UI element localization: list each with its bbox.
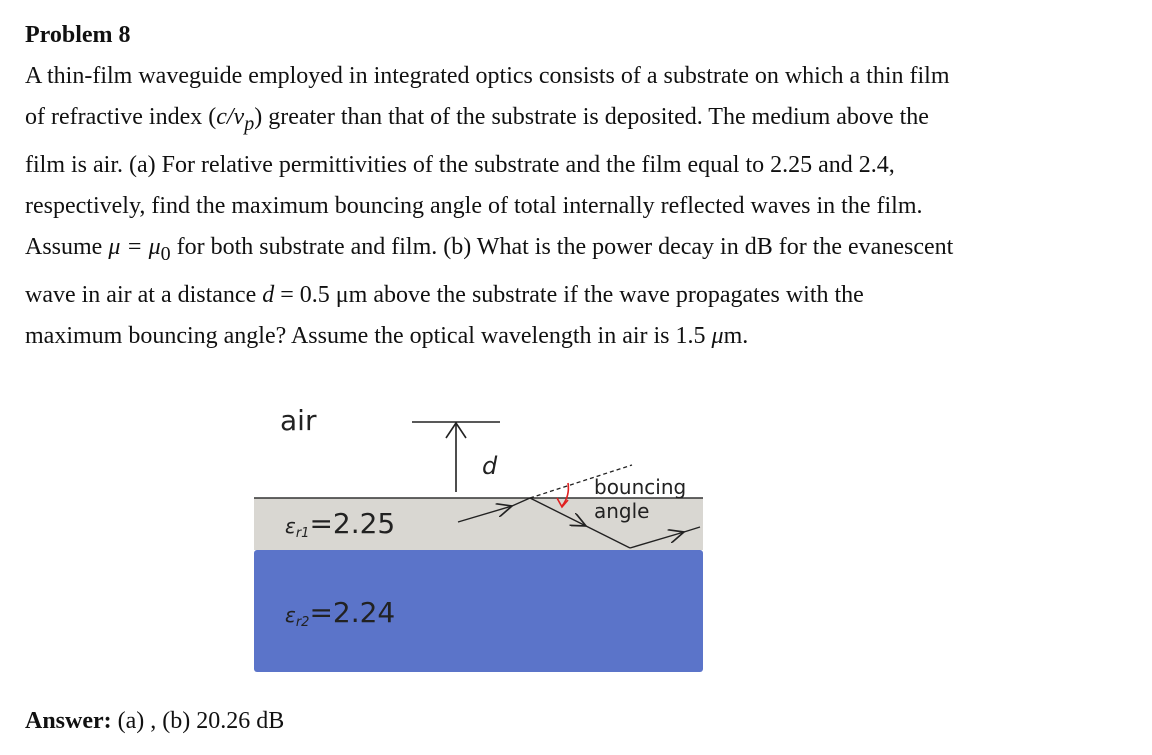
substrate-eps-sub: r2 [295,615,310,630]
problem-text-4: above the substrate if the wave propagates with the maximum bouncing angle? Assume the optical wavelength in air is 1.5 [25,281,864,349]
problem-text-2: ) greater than that of the substrate is deposited. The medium above the film is air. (a) For relative permittivities of the substrate and the film equal to 2.25 and 2.4, respectively, find the maximum bouncing angle of total internally reflected waves in the film. Assume [25,104,929,260]
d-value: = 0.5 μm [274,281,368,308]
d-label: d [482,452,498,480]
problem-text-5: m. [723,322,749,349]
ratio-expression: c/v [216,104,245,130]
air-label: air [280,404,317,437]
answer-text: (a) , (b) 20.26 dB [111,708,285,734]
mu-subscript: 0 [160,242,171,265]
micro-symbol: μ [711,322,724,349]
film-eps-sub: r1 [295,526,310,541]
mu-equation: μ = μ [108,233,161,260]
film-eps-value: =2.25 [309,507,396,540]
bouncing-label-line-2: angle [594,499,650,523]
problem-text-3: for both substrate and film. (b) What is the power decay in dB for the evanescent wave in air at a distance [25,233,954,308]
waveguide-figure [0,390,1152,690]
bouncing-label-line-1: bouncing [594,475,687,499]
problem-heading: Problem 8 [25,22,131,48]
ratio-subscript: p [244,112,255,135]
problem-text-1: A thin-film waveguide employed in integrated optics consists of a substrate on which a thin film of refractive index ( [25,63,950,130]
answer-label: Answer: [25,708,112,734]
substrate-eps-symbol: ε [285,603,296,627]
d-symbol: d [262,281,275,308]
substrate-eps-value: =2.24 [309,596,396,629]
film-eps-symbol: ε [285,514,296,538]
answer-line [25,708,284,735]
problem-statement [25,56,965,357]
